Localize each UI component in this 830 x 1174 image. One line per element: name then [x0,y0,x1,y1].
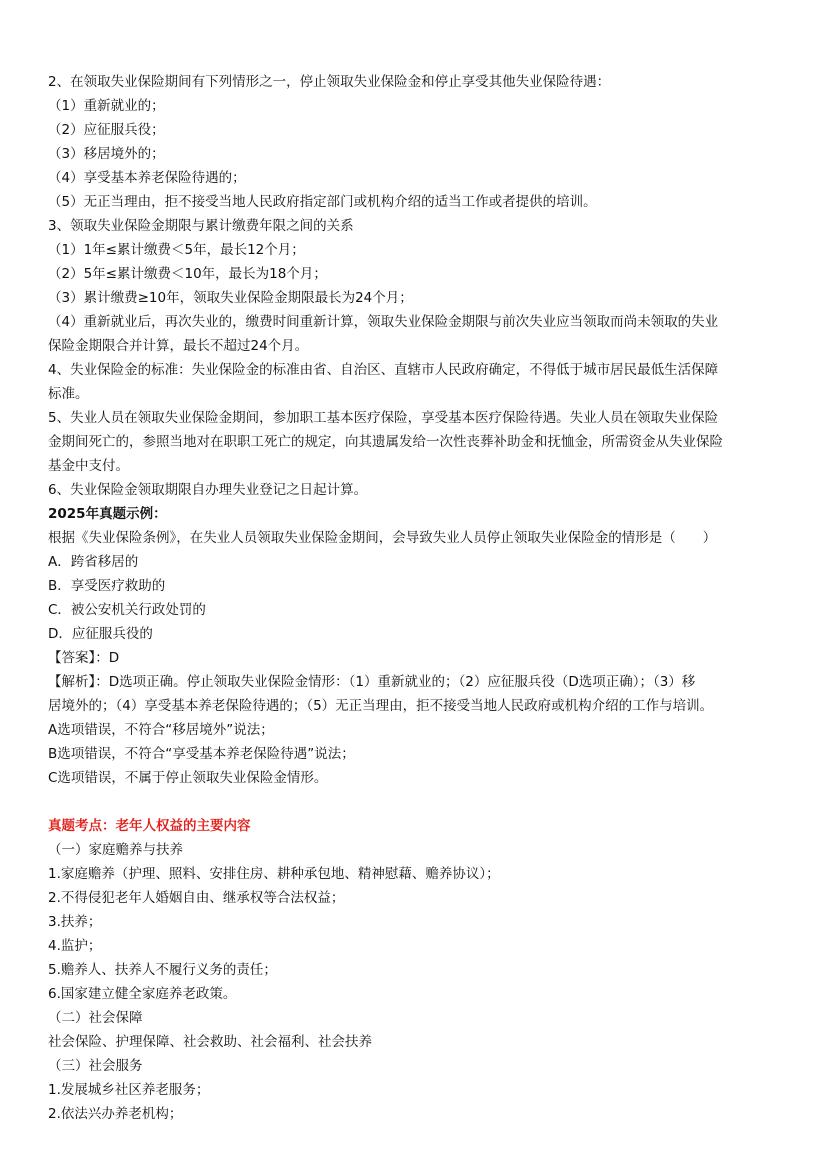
point-3-item: 保险金期限合并计算，最长不超过24个月。 [48,338,309,354]
exam-option-d: D．应征服兵役的 [48,626,153,642]
elderly-rights-heading: 真题考点：老年人权益的主要内容 [48,818,251,834]
elderly-part-1-item: 1.家庭赡养（护理、照料、安排住房、耕种承包地、精神慰藉、赡养协议）； [48,866,500,882]
point-2-item: （5）无正当理由，拒不接受当地人民政府指定部门或机构介绍的适当工作或者提供的培训。 [48,194,597,210]
exam-answer: 【答案】：D [48,650,120,666]
point-2-item: （1）重新就业的； [48,98,165,114]
exam-analysis-line: C选项错误，不属于停止领取失业保险金情形。 [48,770,328,786]
elderly-part-3-item: 2.依法兴办养老机构； [48,1106,183,1122]
elderly-part-2-title: （二）社会保障 [48,1010,143,1026]
elderly-part-1-item: 2.不得侵犯老年人婚姻自由、继承权等合法权益； [48,890,345,906]
point-3-item: （3）累计缴费≥10年，领取失业保险金期限最长为24个月； [48,290,413,306]
exam-option-b: B．享受医疗救助的 [48,578,166,594]
elderly-part-1-item: 6.国家建立健全家庭养老政策。 [48,986,237,1002]
point-5-line: 5、失业人员在领取失业保险金期间，参加职工基本医疗保险，享受基本医疗保险待遇。失业人员在领取失业保险 [48,410,719,426]
exam-option-a: A．跨省移居的 [48,554,139,570]
point-6: 6、失业保险金领取期限自办理失业登记之日起计算。 [48,482,368,498]
point-2-item: （3）移居境外的； [48,146,165,162]
point-2-item: （4）享受基本养老保险待遇的； [48,170,246,186]
point-2-item: （2）应征服兵役； [48,122,165,138]
exam-analysis-line: 【解析】：D选项正确。停止领取失业保险金情形：（1）重新就业的；（2）应征服兵役（D选项正确）；（3）移 [48,674,696,690]
elderly-part-3-title: （三）社会服务 [48,1058,143,1074]
elderly-part-1-title: （一）家庭赡养与扶养 [48,842,183,858]
point-5-line: 基金中支付。 [48,458,129,474]
point-5-line: 金期间死亡的，参照当地对在职职工死亡的规定，向其遗属发给一次性丧葬补助金和抚恤金，所需资金从失业保险 [48,434,723,450]
point-2: 2、在领取失业保险期间有下列情形之一，停止领取失业保险金和停止享受其他失业保险待遇： [48,74,611,90]
point-4-line: 标准。 [48,386,89,402]
exam-analysis-line: 居境外的；（4）享受基本养老保险待遇的；（5）无正当理由，拒不接受当地人民政府或机构介绍的工作与培训。 [48,698,714,714]
exam-option-c: C．被公安机关行政处罚的 [48,602,206,618]
exam-analysis-line: A选项错误，不符合“移居境外”说法； [48,722,274,738]
elderly-part-3-item: 1.发展城乡社区养老服务； [48,1082,210,1098]
elderly-part-2-text: 社会保险、护理保障、社会救助、社会福利、社会扶养 [48,1034,372,1050]
elderly-part-1-item: 5.赡养人、扶养人不履行义务的责任； [48,962,277,978]
point-4-line: 4、失业保险金的标准：失业保险金的标准由省、自治区、直辖市人民政府确定，不得低于城市居民最低生活保障 [48,362,719,378]
elderly-part-1-item: 3.扶养； [48,914,102,930]
point-3-item: （2）5年≤累计缴费＜10年，最长为18个月； [48,266,327,282]
exam-example-title: 2025年真题示例： [48,506,167,522]
point-3-item: （1）1年≤累计缴费＜5年，最长12个月； [48,242,305,258]
exam-analysis-line: B选项错误，不符合“享受基本养老保险待遇”说法； [48,746,355,762]
exam-question: 根据《失业保险条例》，在失业人员领取失业保险金期间，会导致失业人员停止领取失业保险金的情形是（ ） [48,530,717,546]
elderly-part-1-item: 4.监护； [48,938,102,954]
point-3: 3、领取失业保险金期限与累计缴费年限之间的关系 [48,218,354,234]
point-3-item: （4）重新就业后，再次失业的，缴费时间重新计算，领取失业保险金期限与前次失业应当领取而尚未领取的失业 [48,314,719,330]
